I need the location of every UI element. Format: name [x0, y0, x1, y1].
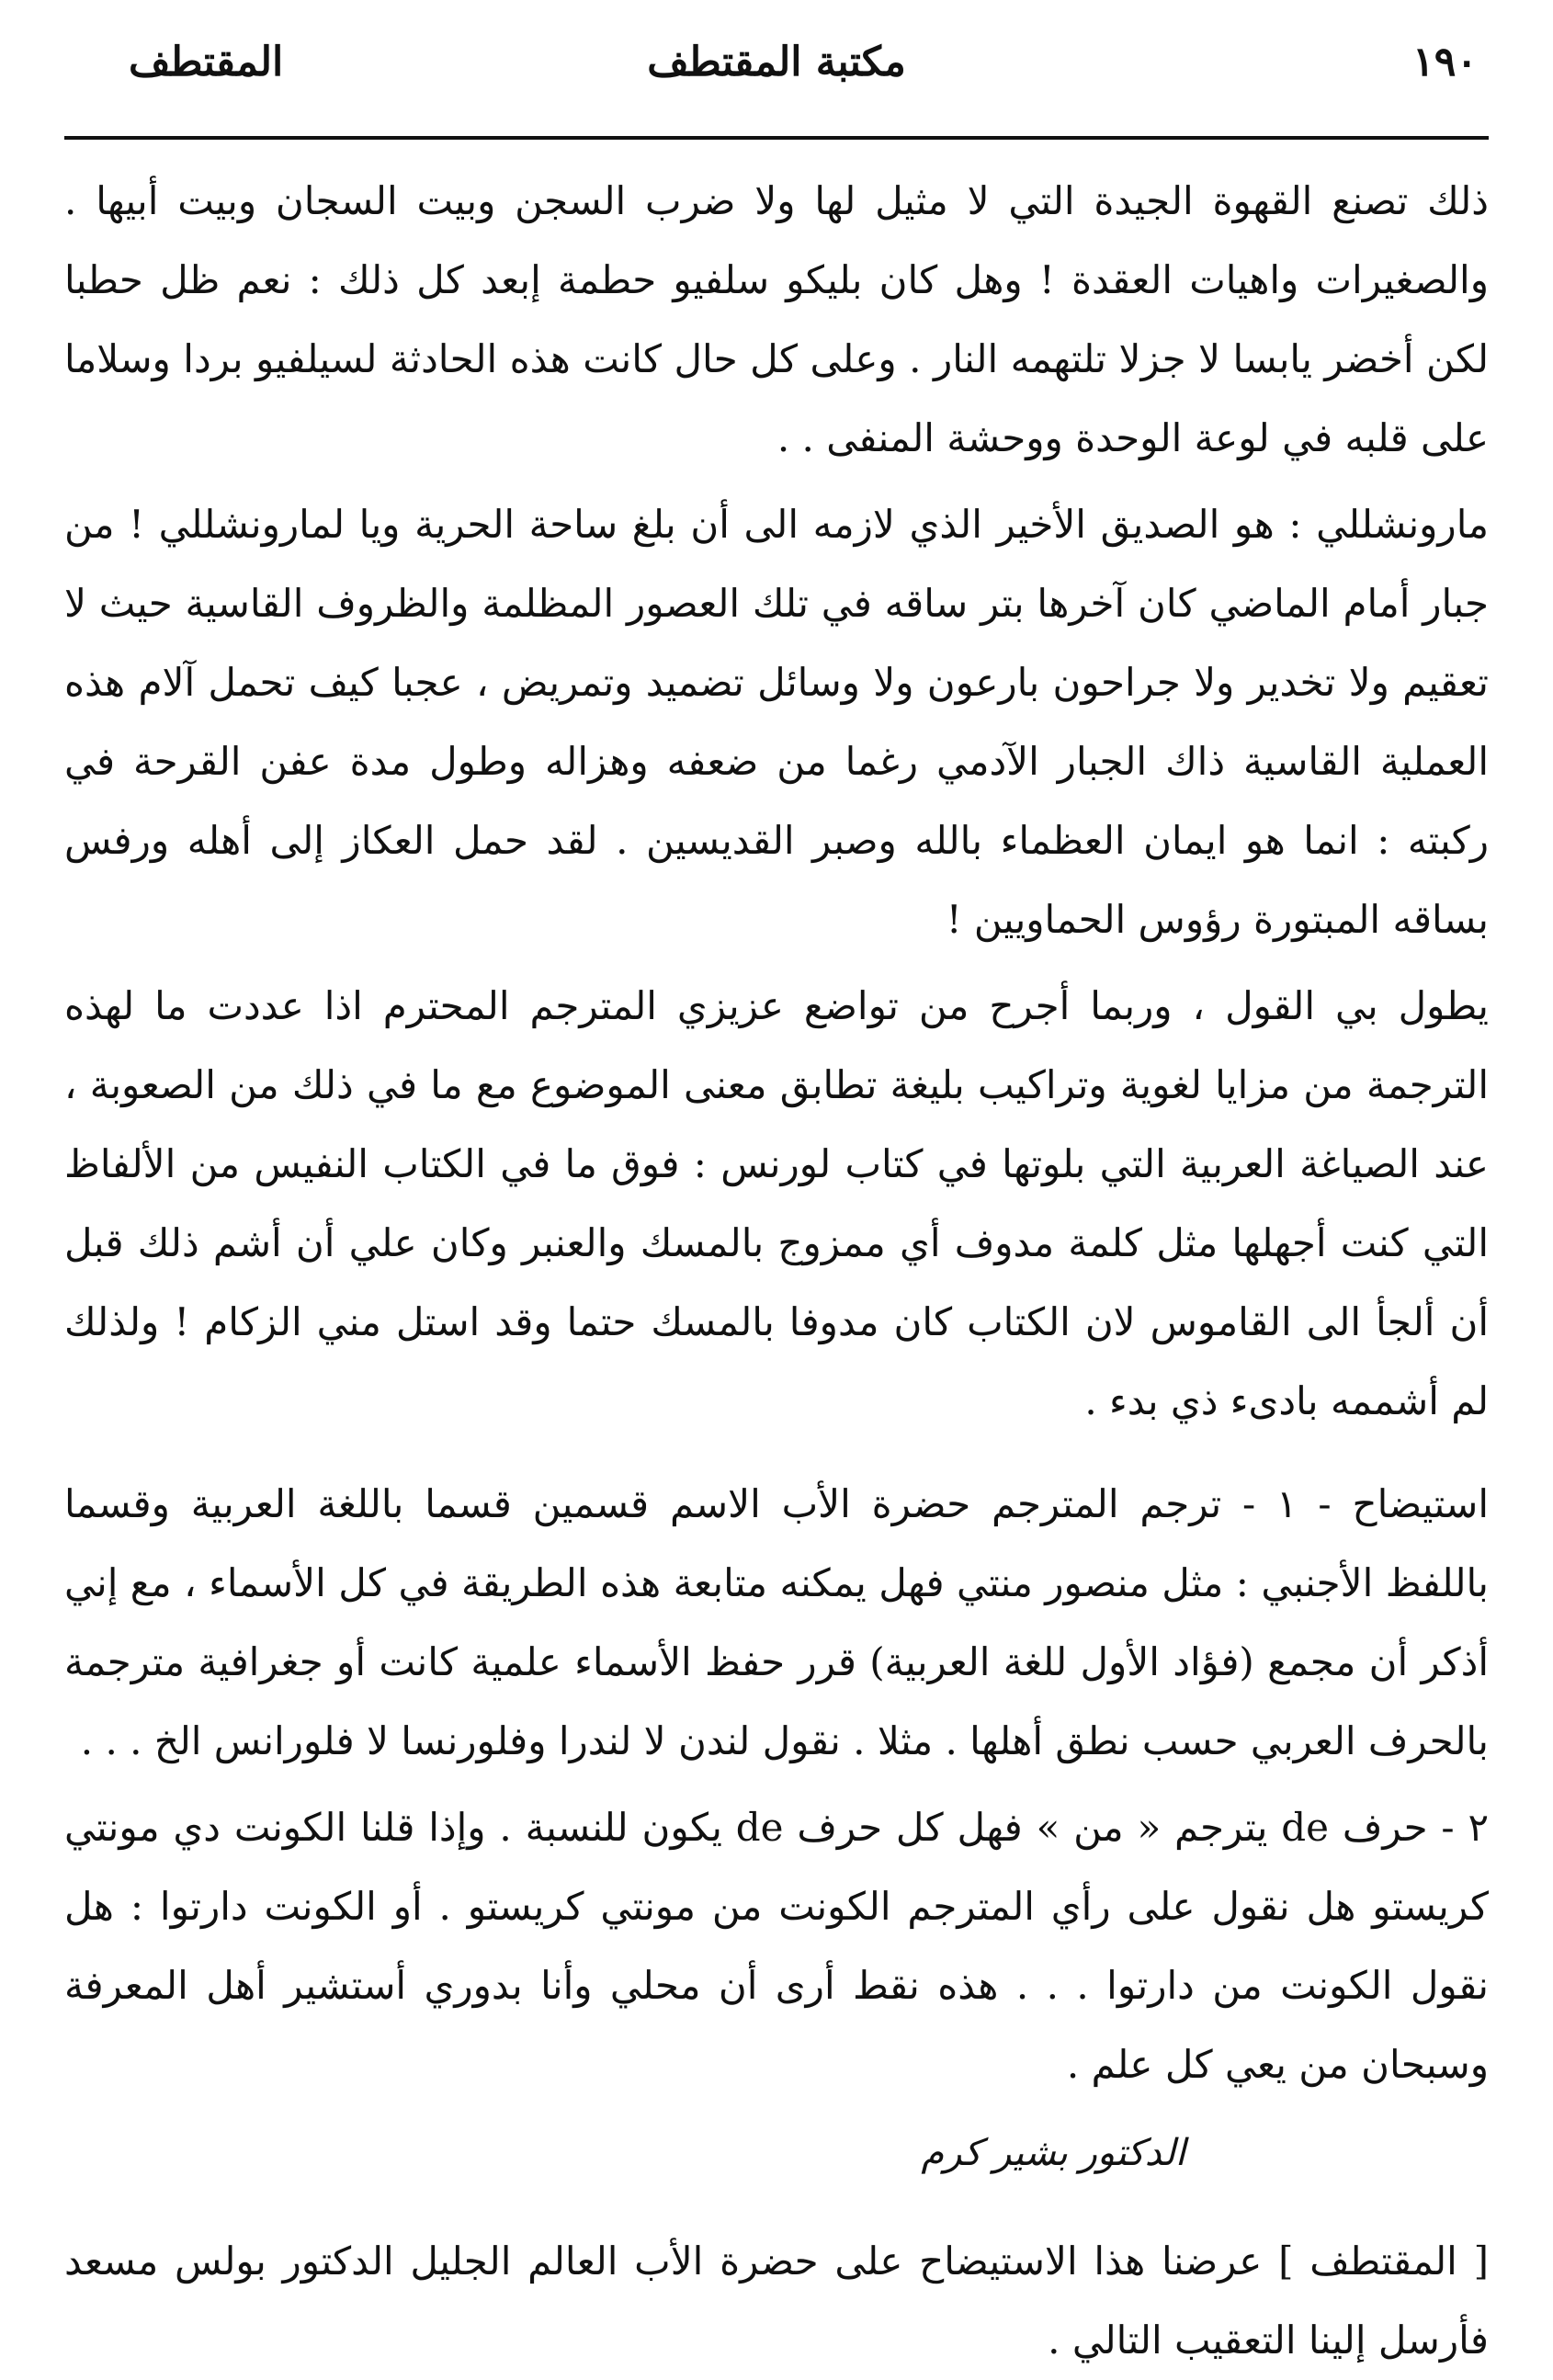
header-rule: [64, 136, 1489, 140]
page-header: [64, 37, 1489, 110]
document-page: [64, 37, 1490, 2363]
article-body: [64, 162, 1489, 2104]
running-title: مكتبة المقتطف: [647, 39, 906, 85]
paragraph-inquiry-2: ٢ - حرف de يترجم « من » فهل كل حرف de يكون للنسبة . وإذا قلنا الكونت دي مونتي كريستو هل نقول على رأي المترجم الكونت من مونتي كريستو . أو الكونت دارتوا : هل نقول الكونت من دارتوا . . . هذه نقط أرى أن محلي وأنا بدوري أستشير أهل المعرفة وسبحان من يعي كل علم .: [64, 1805, 1490, 2087]
journal-name: المقتطف: [129, 39, 284, 85]
author-signature: الدكتور بشير كرم: [921, 2132, 1185, 2174]
editor-note: [ المقتطف ] عرضنا هذا الاستيضاح على حضرة الأب العالم الجليل الدكتور بولس مسعد فأرسل إلينا التعقيب التالي .: [64, 2238, 1489, 2363]
paragraph-silvio: ذلك تصنع القهوة الجيدة التي لا مثيل لها ولا ضرب السجن وبيت السجان وبيت أبيها . والصغيرات واهيات العقدة ! وهل كان بليكو سلفيو حطمة إبعد كل ذلك : نعم ظل حطبا لكن أخضر يابسا لا جزلا تلتهمه النار . وعلى كل حال كانت هذه الحادثة لسيلفيو بردا وسلاما على قلبه في لوعة الوحدة ووحشة المنفى . .: [64, 178, 1489, 460]
paragraph-translation-praise: يطول بي القول ، وربما أجرح من تواضع عزيزي المترجم المحترم اذا عددت ما لهذه الترجمة من مزايا لغوية وتراكيب بليغة تطابق معنى الموضوع مع ما في ذلك من الصعوبة ، عند الصياغة العربية التي بلوتها في كتاب لورنس : فوق ما في الكتاب النفيس من الألفاظ التي كنت أجهلها مثل كلمة مدوف أي ممزوج بالمسك والعنبر وكان علي أن أشم ذلك قبل أن ألجأ الى القاموس لان الكتاب كان مدوفا بالمسك حتما وقد استل مني الزكام ! ولذلك لم أشممه بادىء ذي بدء .: [64, 983, 1489, 1423]
paragraph-inquiry-1: استيضاح - ١ - ترجم المترجم حضرة الأب الاسم قسمين قسما باللغة العربية وقسما باللفظ الأجنبي : مثل منصور منتي فهل يمكنه متابعة هذه الطريقة في كل الأسماء ، مع إني أذكر أن مجمع (فؤاد الأول للغة العربية) قرر حفظ الأسماء علمية كانت أو جغرافية مترجمة بالحرف العربي حسب نطق أهلها . مثلا . نقول لندن لا لندرا وفلورنسا لا فلورانس الخ . . .: [64, 1481, 1489, 1763]
paragraph-maroncelli: مارونشللي : هو الصديق الأخير الذي لازمه الى أن بلغ ساحة الحرية ويا لمارونشللي ! من جبار أمام الماضي كان آخرها بتر ساقه في تلك العصور المظلمة والظروف القاسية حيث لا تعقيم ولا تخدير ولا جراحون بارعون ولا وسائل تضميد وتمريض ، عجبا كيف تحمل آلام هذه العملية القاسية ذاك الجبار الآدمي رغما من ضعفه وهزاله وطول مدة عفن القرحة في ركبته : انما هو ايمان العظماء بالله وصبر القديسين . لقد حمل العكاز إلى أهله ورفس بساقه المبتورة رؤوس الحماويين !: [64, 502, 1489, 942]
page-number: ١٩٠: [1412, 39, 1478, 85]
